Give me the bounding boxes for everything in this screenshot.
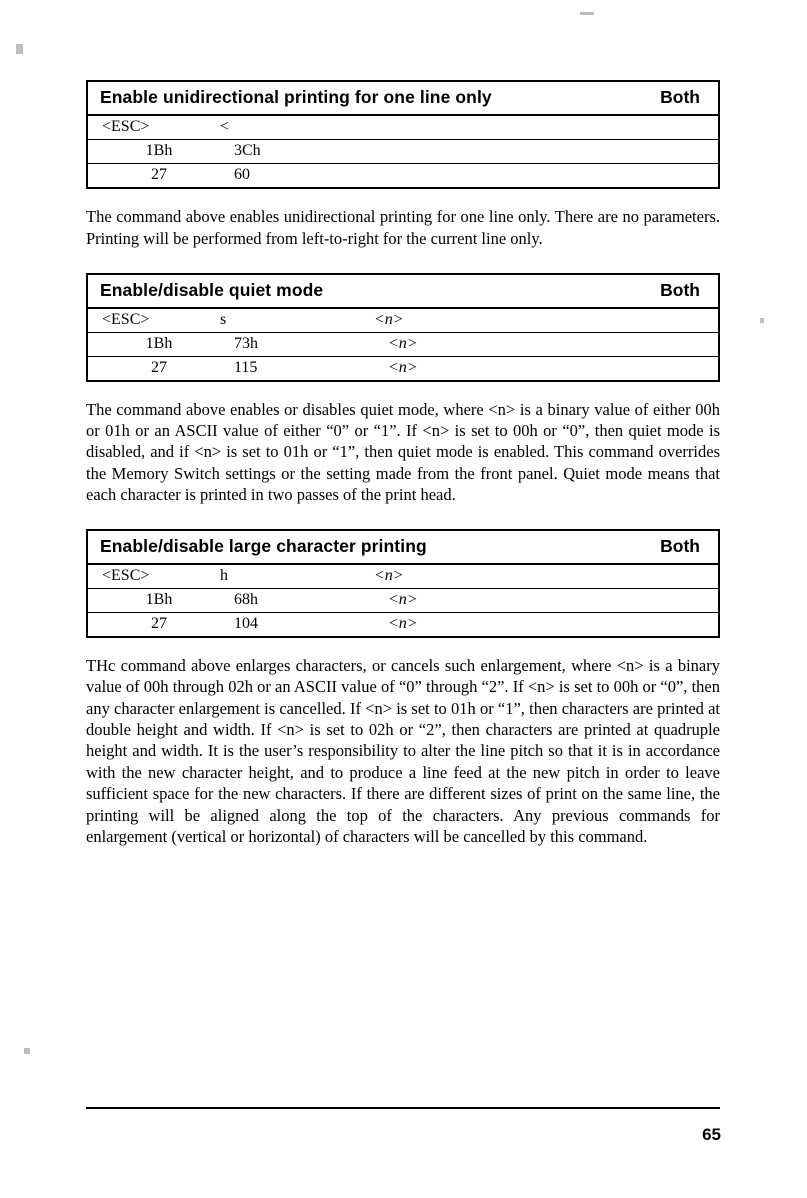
cell-param: <n> [374, 566, 404, 584]
table-title-row [87, 530, 719, 564]
paragraph-large-character: THc command above enlarges characters, or cancels such enlargement, where <n> is a binary value of 00h through 02h or an ASCII value of “0” through “2”. If <n> is set to 00h or “0”, then any character enlargement is cancelled. If <n> is set to 01h or “1”, then characters are printed at double height and width. If <n> is set to 02h or “2”, then characters are printed at quadruple height and width. It is the user’s responsibility to alter the line pitch so that it is in accordance with the new character height, and to produce a line feed at the new pitch in order to leave sufficient space for the new characters. If there are different sizes of print on the same line, the printing will be aligned along the top of the characters. Any previous commands for enlargement (vertical or horizontal) of characters will be cancelled by this command. [86, 655, 720, 847]
table-title-row [87, 274, 719, 308]
table-row [87, 564, 719, 589]
cell-ascii: <ESC> [102, 310, 150, 328]
page-number: 65 [702, 1125, 721, 1144]
table-row [87, 164, 719, 189]
footer-divider [86, 1107, 720, 1109]
table-title-row [87, 81, 719, 115]
table-row [87, 588, 719, 612]
cell-code: 73h [234, 334, 258, 352]
command-table-unidirectional [86, 80, 720, 189]
command-mode: Both [660, 87, 700, 107]
cell-code: < [220, 118, 230, 135]
cell-param: <n> [388, 334, 418, 352]
cell-hex: 1Bh [145, 142, 173, 159]
cell-code: h [220, 566, 228, 584]
table-row [87, 140, 719, 164]
paragraph-quiet-mode: The command above enables or disables quiet mode, where <n> is a binary value of either 00h or 01h or an ASCII value of either “0” or “1”. If <n> is set to 00h or “0”, then quiet mode is disabled, and if <n> is set to 01h or “1”, then quiet mode is enabled. This command overrides the Memory Switch settings or the setting made from the front panel. Quiet mode means that each character is printed in two passes of the print head. [86, 399, 720, 505]
cell-hex: 1Bh [145, 590, 173, 608]
table-row [87, 612, 719, 637]
paragraph-unidirectional: The command above enables unidirectional printing for one line only. There are no parameters. Printing will be performed from left-to-right for the current line only. [86, 207, 720, 248]
command-mode: Both [660, 535, 700, 556]
cell-param: <n> [374, 310, 404, 328]
command-mode: Both [660, 279, 700, 300]
cell-ascii: <ESC> [102, 566, 150, 584]
table-row [87, 332, 719, 356]
scan-artifact [16, 44, 23, 54]
command-table-large-character [86, 529, 720, 638]
scan-artifact [24, 1048, 30, 1054]
cell-param: <n> [388, 614, 418, 632]
cell-code: 104 [234, 614, 258, 632]
page-content [86, 80, 720, 848]
cell-param: <n> [388, 590, 418, 608]
cell-code: 3Ch [234, 142, 261, 159]
cell-code: 115 [234, 358, 258, 376]
table-row [87, 356, 719, 381]
cell-param: <n> [388, 358, 418, 376]
table-row [87, 308, 719, 333]
cell-decimal: 27 [151, 166, 167, 183]
command-title: Enable/disable quiet mode [100, 279, 324, 300]
cell-code: 60 [234, 166, 250, 183]
cell-code: s [220, 310, 227, 328]
scan-artifact [760, 318, 764, 323]
table-row [87, 115, 719, 140]
scan-artifact [580, 12, 594, 15]
cell-decimal: 27 [151, 358, 167, 376]
cell-hex: 1Bh [145, 334, 173, 352]
cell-decimal: 27 [151, 614, 167, 632]
command-title: Enable/disable large character printing [100, 535, 427, 556]
command-table-quiet-mode [86, 273, 720, 382]
command-title: Enable unidirectional printing for one line only [100, 87, 492, 107]
cell-code: 68h [234, 590, 258, 608]
cell-ascii: <ESC> [102, 118, 150, 135]
